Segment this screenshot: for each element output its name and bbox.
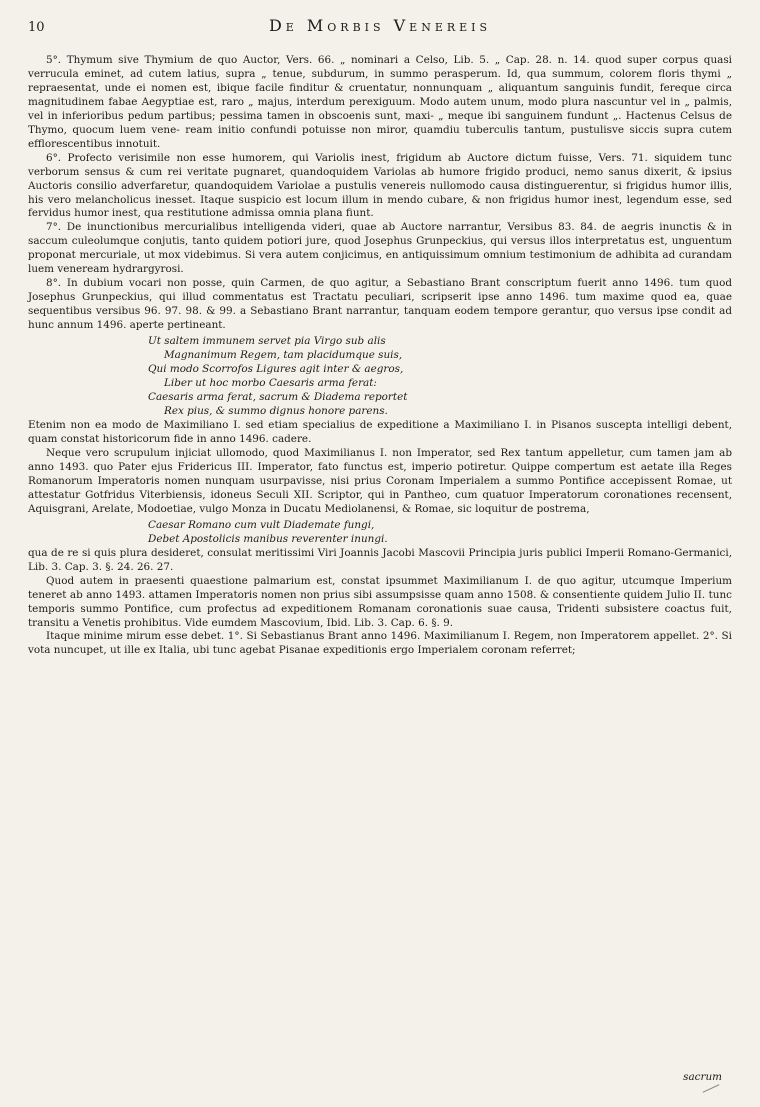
verse-line: Caesaris arma ferat, sacrum & Diadema reportet (148, 391, 408, 404)
verse-line: Magnanimum Regem, tam placidumque suis, (164, 349, 403, 362)
text-paragraph: qua de re si quis plura desideret, consulat meritissimi Viri Joannis Jacobi Mascovii Principia juris publici Imperii Romano-Germanici, Lib. 3. Cap. 3. §. 24. 26. 27. (28, 546, 732, 573)
page-corner-mark (703, 1084, 720, 1093)
text-paragraph: Etenim non ea modo de Maximiliano I. sed etiam specialius de expeditione a Maximiliano I. in Pisanos suscepta intelligi debent, quam constat historicorum fide in anno 1496. cadere. (28, 419, 732, 446)
verse-line: Rex pius, & summo dignus honore parens. (164, 405, 388, 418)
text-paragraph: Neque vero scrupulum injiciat ullomodo, quod Maximilianus I. non Imperator, sed Rex tantum appelletur, cum tamen jam ab anno 1493. quo Pater ejus Fridericus III. Imperator, fato functus est, imperio potiretur. Quippe compertum est aetate illa Reges Romanorum Imperatoris nomen nunquam usurpavisse, nisi prius Coronam Imperialem a summo Pontifice accepissent Romae, ut attestatur Gotfridus Viterbiensis, idoneus Seculi XII. Scriptor, qui in Pantheo, cum quatuor Imperatorum coronationes recensent, Aquisgrani, Arelate, Modoetiae, vulgo Monza in Ducatu Mediolanensi, & Romae, sic loquitur de postrema, (28, 446, 732, 515)
running-title: De Morbis Venereis (268, 16, 492, 35)
text-paragraph: Itaque minime mirum esse debet. 1°. Si Sebastianus Brant anno 1496. Maximilianum I. Regem, non Imperatorem appellet. 2°. Si vota nuncupet, ut ille ex Italia, ubi tunc agebat Pisanae expeditionis ergo Imperialem coronam referret; (28, 630, 732, 657)
text-paragraph: Quod autem in praesenti quaestione palmarium est, constat ipsummet Maximilianum I. de quo agitur, utcumque Imperium teneret ab anno 1493. attamen Imperatoris nomen non prius sibi assumpsisse quam anno 1508. & consentiente quidem Julio II. tunc temporis summo Pontifice, cum profectus ad expeditionem Romanam coronationis suae causa, Tridenti subsistere coactus fuit, transitu a Venetis prohibitus. Vide eumdem Mascovium, Ibid. Lib. 3. Cap. 6. §. 9. (28, 574, 732, 629)
catchword: sacrum (683, 1071, 722, 1083)
verse-line: Qui modo Scorrofos Ligures agit inter & aegros, (148, 363, 404, 376)
verse-line: Ut saltem immunem servet pia Virgo sub alis (148, 335, 386, 348)
verse-quote-gotfridus (148, 518, 732, 546)
note-paragraph-5: 5°. Thymum sive Thymium de quo Auctor, Vers. 66. „ nominari a Celso, Lib. 5. „ Cap. 28. n. 14. quod super corpus quasi verrucula eminet, ad cutem latius, supra „ tenue, subdurum, in summo perasperum. Id, qua summum, colorem floris thymi „ repraesentat, unde ei nomen est, ibique facile finditur & cruentatur, nonnunquam „ aliquantum sanguinis fundit, fereque circa magnitudinem fabae Aegyptiae est, raro „ majus, interdum perexiguum. Modo autem unum, modo plura nascuntur vel in „ palmis, vel in inferioribus pedum partibus; pessima tamen in obscoenis sunt, maxi- „ meque ibi sanguinem fundunt „. Hactenus Celsus de Thymo, quocum luem vene- ream initio confundi potuisse non miror, quamdiu tuberculis tantum, pustulisve siccis supra cutem efflorescentibus innotuit. (28, 54, 732, 150)
verse-line: Liber ut hoc morbo Caesaris arma ferat: (164, 377, 377, 390)
verse-line: Caesar Romano cum vult Diademate fungi, (148, 518, 375, 531)
page-body (28, 54, 732, 658)
page-number: 10 (28, 20, 45, 35)
note-paragraph-6: 6°. Profecto verisimile non esse humorem, qui Variolis inest, frigidum ab Auctore dictum fuisse, Vers. 71. siquidem tunc verborum sensus & cum rei veritate pugnaret, quandoquidem Variolas ab humore frigido produci, nemo sanus dixerit, & ipsius Auctoris consilio adverfaretur, quandoquidem Variolae a pustulis venereis nullomodo causa distinguerentur, si frigidus humor illis, his vero melancholicus inesset. Itaque suspicio est locum illum in mendo cubare, & non frigidus humor inest, legendum esse, sed fervidus humor inest, qua restitutione admissa omnia plana fiunt. (28, 151, 732, 220)
verse-quote-brant (148, 334, 732, 418)
note-paragraph-7: 7°. De inunctionibus mercurialibus intelligenda videri, quae ab Auctore narrantur, Versibus 83. 84. de aegris inunctis & in saccum culeolumque conjutis, tanto quidem potiori jure, quod Josephus Grunpeckius, qui versus illos interpretatus est, unguentum proponat mercuriale, ut mox videbimus. Si vera autem conjicimus, en antiquissimum omnium testimonium de adhibita ad curandam luem veneream hydrargyrosi. (28, 221, 732, 276)
verse-line: Debet Apostolicis manibus reverenter inungi. (148, 532, 388, 545)
note-paragraph-8: 8°. In dubium vocari non posse, quin Carmen, de quo agitur, a Sebastiano Brant conscriptum fuerit anno 1496. tum quod Josephus Grunpeckius, qui illud commentatus est Tractatu peculiari, scripserit ipse anno 1496. tum maxime quod ea, quae sequentibus versibus 96. 97. 98. & 99. a Sebastiano Brant narrantur, tanquam eodem tempore gerantur, quo versus ipse condit ad hunc annum 1496. aperte pertineant. (28, 277, 732, 332)
page-header (28, 16, 732, 46)
